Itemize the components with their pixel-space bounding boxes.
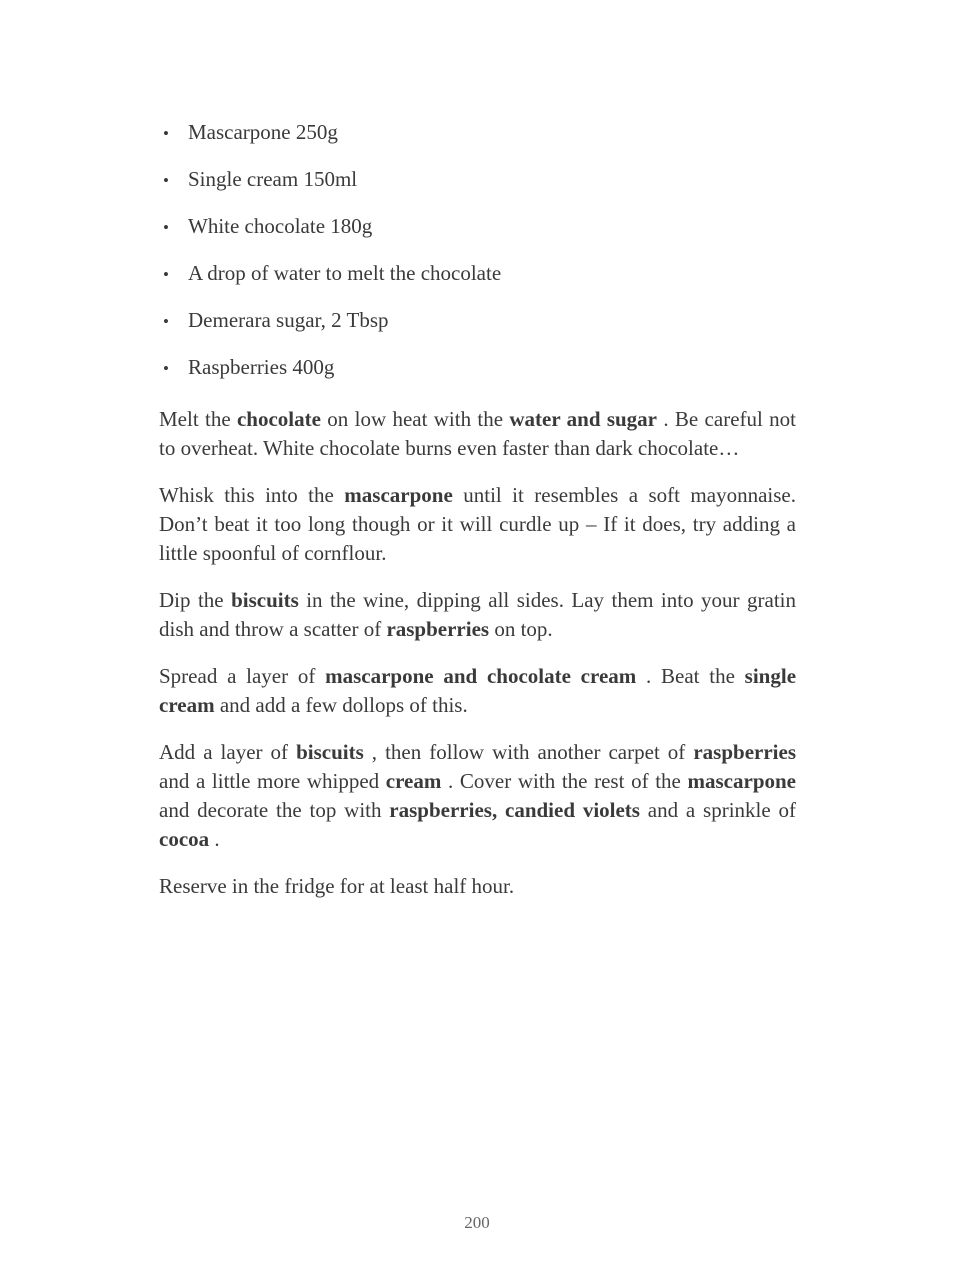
paragraph: [159, 586, 796, 644]
bold-text-run: raspberries: [693, 740, 796, 764]
list-item: [159, 165, 796, 195]
bold-text-run: cream: [385, 769, 442, 793]
text-run: . Beat the: [636, 664, 745, 688]
ingredient-text: Single cream 150ml: [188, 167, 358, 191]
bold-text-run: chocolate: [236, 407, 321, 431]
text-run: Reserve in the fridge for at least half hour.: [159, 874, 515, 898]
bold-text-run: cocoa: [159, 827, 210, 851]
bullet-icon: •: [163, 171, 169, 190]
bullet-icon: •: [163, 218, 169, 237]
text-run: on low heat with the: [320, 407, 510, 431]
page-content: [159, 118, 796, 919]
paragraph: [159, 738, 796, 854]
ingredient-text: White chocolate 180g: [188, 214, 373, 238]
bullet-icon: •: [163, 312, 169, 331]
ingredient-text: Demerara sugar, 2 Tbsp: [188, 308, 389, 332]
ingredient-list: [159, 118, 796, 383]
ingredient-text: Mascarpone 250g: [188, 120, 338, 144]
text-run: Add a layer of: [159, 740, 297, 764]
text-run: and add a few dollops of this.: [214, 693, 468, 717]
bold-text-run: water and sugar: [509, 407, 657, 431]
list-item: [159, 212, 796, 242]
paragraph: [159, 662, 796, 720]
ingredient-text: A drop of water to melt the chocolate: [188, 261, 502, 285]
text-run: until it resembles a soft mayonnaise. Don’t beat it too long though or it will curdle up – If it does, try adding a little spoonful of cornflour.: [159, 483, 796, 565]
list-item: [159, 259, 796, 289]
bold-text-run: raspberries: [386, 617, 490, 641]
list-item: [159, 306, 796, 336]
text-run: , then follow with another carpet of: [363, 740, 694, 764]
bold-text-run: single cream: [159, 664, 797, 717]
text-run: in the wine, dipping all sides. Lay them into your gratin dish and throw a scatter of: [159, 588, 796, 641]
instructions: [159, 405, 796, 901]
page-number: 200: [464, 1213, 490, 1232]
bold-text-run: biscuits: [296, 740, 364, 764]
bold-text-run: mascarpone: [687, 769, 797, 793]
paragraph: [159, 481, 796, 568]
bullet-icon: •: [163, 265, 169, 284]
bold-text-run: raspberries, candied violets: [389, 798, 640, 822]
paragraph: [159, 872, 796, 901]
bold-text-run: biscuits: [231, 588, 299, 612]
bullet-icon: •: [163, 359, 169, 378]
text-run: on top.: [489, 617, 553, 641]
text-run: .: [209, 827, 220, 851]
bullet-icon: •: [163, 124, 169, 143]
list-item: [159, 353, 796, 383]
text-run: Spread a layer of: [159, 664, 326, 688]
text-run: and a little more whipped: [159, 769, 386, 793]
text-run: and a sprinkle of: [639, 798, 797, 822]
text-run: . Cover with the rest of the: [441, 769, 688, 793]
ingredient-text: Raspberries 400g: [188, 355, 335, 379]
paragraph: [159, 405, 796, 463]
text-run: and decorate the top with: [159, 798, 390, 822]
text-run: . Be careful not to overheat. White chocolate burns even faster than dark chocolate…: [159, 407, 796, 460]
text-run: Dip the: [159, 588, 232, 612]
bold-text-run: mascarpone and chocolate cream: [325, 664, 637, 688]
list-item: [159, 118, 796, 148]
text-run: Whisk this into the: [159, 483, 345, 507]
bold-text-run: mascarpone: [344, 483, 453, 507]
text-run: Melt the: [159, 407, 237, 431]
